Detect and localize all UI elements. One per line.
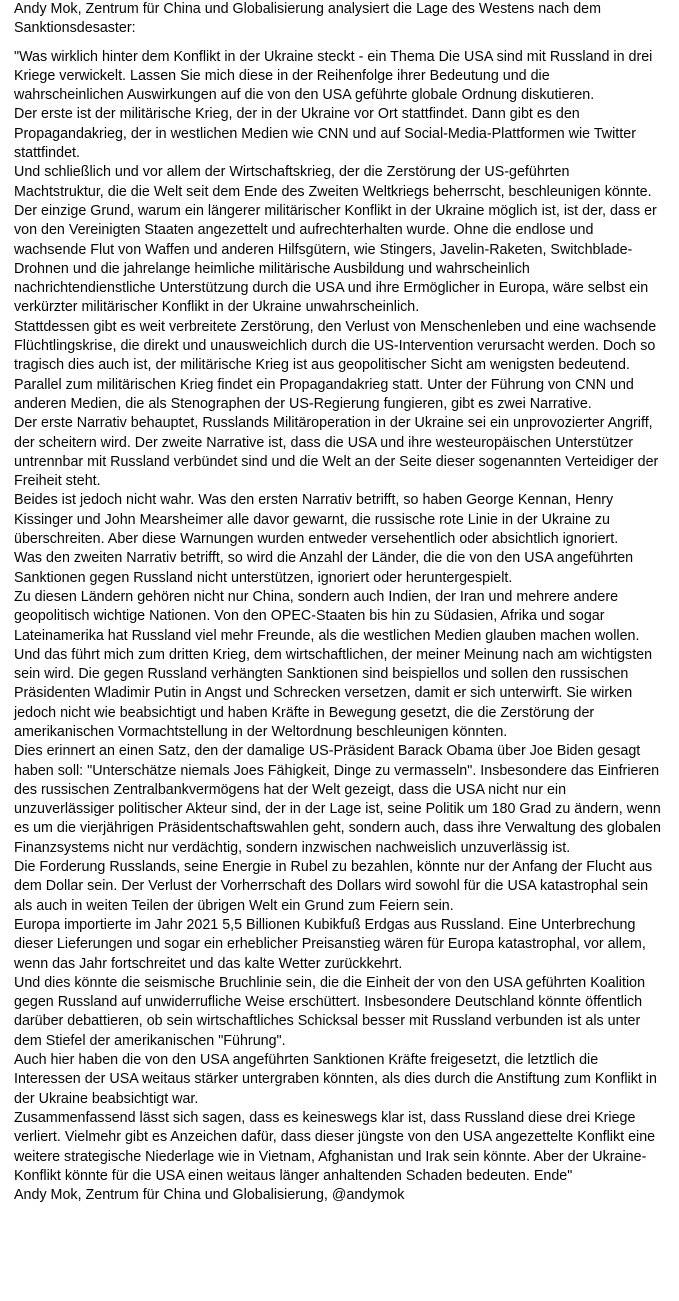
post-paragraph: Dies erinnert an einen Satz, den der damalige US-Präsident Barack Obama über Joe Biden gesagt haben soll: "Unterschätze niemals Joes Fähigkeit, Dinge zu vermasseln". Insbesondere das Einfrieren des russischen Zentralbankvermögens hat der Welt gezeigt, dass die USA nicht nur ein unzuverlässiger politischer Akteur sind, der in der Lage ist, seine Politik um 180 Grad zu ändern, wenn es um die vierjährigen Präsidentschaftswahlen geht, sondern auch, dass ihre Verwaltung des globalen Finanzsystems nicht nur verdächtig, sondern inzwischen nachweislich unzuverlässig ist. bbox=[14, 743, 661, 856]
post-paragraph: Der erste Narrativ behauptet, Russlands Militäroperation in der Ukraine sei ein unprovozierter Angriff, der scheitern wird. Der zweite Narrative ist, dass die USA und ihre westeuropäischen Unterstützer untrennbar mit Russland verbündet sind und die Welt an der Seite dieser sogenannten Verteidiger der Freiheit steht. bbox=[14, 415, 659, 490]
post-signature: Andy Mok, Zentrum für China und Globalisierung, @andymok bbox=[14, 1187, 405, 1204]
post-paragraph: Parallel zum militärischen Krieg findet ein Propagandakrieg statt. Unter der Führung von CNN und anderen Medien, die als Stenographen der US-Regierung fungieren, gibt es zwei Narrative. bbox=[14, 376, 634, 412]
post-paragraph: Und das führt mich zum dritten Krieg, dem wirtschaftlichen, der meiner Meinung nach am wichtigsten sein wird. Die gegen Russland verhängten Sanktionen sind beispiellos und sollen den russischen Präsidenten Wladimir Putin in Angst und Schrecken versetzen, damit er sich unterwirft. Sie wirken jedoch nicht wie beabsichtigt und haben Kräfte in Bewegung gesetzt, die die Zerstörung der amerikanischen Vormachtstellung in der Weltordnung beschleunigen könnten. bbox=[14, 646, 653, 740]
post-paragraph: Und dies könnte die seismische Bruchlinie sein, die die Einheit der von den USA geführten Koalition gegen Russland auf unwiderrufliche Weise erschüttert. Insbesondere Deutschland könnte öffentlich darüber debattieren, ob sein wirtschaftliches Schicksal besser mit Russland verbunden ist als unter dem Stiefel der amerikanischen "Führung". bbox=[14, 974, 646, 1049]
post-paragraph: Was den zweiten Narrativ betrifft, so wird die Anzahl der Länder, die die von den USA angeführten Sanktionen gegen Russland nicht unterstützen, ignoriert oder heruntergespielt. bbox=[14, 550, 634, 586]
post-intro: Andy Mok, Zentrum für China und Globalisierung analysiert die Lage des Westens nach dem Sanktionsdesaster: bbox=[14, 1, 602, 37]
post-paragraph: Zu diesen Ländern gehören nicht nur China, sondern auch Indien, der Iran und mehrere andere geopolitisch wichtige Nationen. Von den OPEC-Staaten bis hin zu Südasien, Afrika und sogar Lateinamerika hat Russland viel mehr Freunde, als die westlichen Medien glauben machen wollen. bbox=[14, 588, 640, 644]
post-paragraph: Zusammenfassend lässt sich sagen, dass es keineswegs klar ist, dass Russland diese drei Kriege verliert. Vielmehr gibt es Anzeichen dafür, dass dieser jüngste von den USA angezettelte Konflikt eine weitere strategische Niederlage wie in Vietnam, Afghanistan und Irak sein könnte. Aber der Ukraine-Konflikt könnte für die USA einen weitaus länger anhaltenden Schaden bedeuten. Ende" bbox=[14, 1109, 656, 1184]
post-paragraph: Europa importierte im Jahr 2021 5,5 Billionen Kubikfuß Erdgas aus Russland. Eine Unterbrechung dieser Lieferungen und sogar ein erheblicher Preisanstieg wären für Europa katastrophal, vor allem, wenn das Jahr fortschreitet und das kalte Wetter zurückkehrt. bbox=[14, 916, 646, 972]
post-paragraph: Stattdessen gibt es weit verbreitete Zerstörung, den Verlust von Menschenleben und eine wachsende Flüchtlingskrise, die direkt und unausweichlich durch die US-Intervention verursacht werden. Doch so tragisch dies auch ist, der militärische Krieg ist aus geopolitischer Sicht am wenigsten bedeutend. bbox=[14, 318, 657, 374]
post-paragraph: "Was wirklich hinter dem Konflikt in der Ukraine steckt - ein Thema Die USA sind mit Russland in drei Kriege verwickelt. Lassen Sie mich diese in der Reihenfolge ihrer Bedeutung und die wahrscheinlichen Auswirkungen auf die von den USA geführte globale Ordnung diskutieren. bbox=[14, 48, 653, 104]
post-paragraph: Der erste ist der militärische Krieg, der in der Ukraine vor Ort stattfindet. Dann gibt es den Propagandakrieg, der in westlichen Medien wie CNN und auf Social-Media-Plattformen wie Twitter stattfindet. bbox=[14, 106, 636, 162]
post-paragraph: Beides ist jedoch nicht wahr. Was den ersten Narrativ betrifft, so haben George Kennan, Henry Kissinger und John Mearsheimer alle davor gewarnt, die russische rote Linie in der Ukraine zu überschreiten. Aber diese Warnungen wurden entweder versehentlich oder absichtlich ignoriert. bbox=[14, 492, 619, 548]
post-paragraph: Auch hier haben die von den USA angeführten Sanktionen Kräfte freigesetzt, die letztlich die Interessen der USA weitaus stärker untergraben könnten, als dies durch die Anstiftung zum Konflikt in der Ukraine beabsichtigt war. bbox=[14, 1052, 657, 1107]
post-paragraph: Der einzige Grund, warum ein längerer militärischer Konflikt in der Ukraine möglich ist, ist der, dass er von den Vereinigten Staaten angezettelt und aufrechterhalten wurde. Ohne die endlose und wachsende Flut von Waffen und anderen Hilfsgütern, wie Stingers, Javelin-Raketen, Switchblade-Drohnen und die jahrelange heimliche militärische Ausbildung und wahrscheinlich nachrichtendienstliche Unterstützung durch die USA und ihre Ermöglicher in Europa, wäre selbst ein verkürzter militärischer Konflikt in der Ukraine unwahrscheinlich. bbox=[14, 202, 657, 316]
post-paragraph: Die Forderung Russlands, seine Energie in Rubel zu bezahlen, könnte nur der Anfang der Flucht aus dem Dollar sein. Der Verlust der Vorherrschaft des Dollars wird sowohl für die USA katastrophal sein als auch in weiten Teilen der übrigen Welt ein Grund zum Feiern sein. bbox=[14, 859, 653, 914]
post-paragraph: Und schließlich und vor allem der Wirtschaftskrieg, der die Zerstörung der US-geführten Machtstruktur, die die Welt seit dem Ende des Zweiten Weltkriegs beherrscht, beschleunigen könnte. bbox=[14, 164, 652, 200]
